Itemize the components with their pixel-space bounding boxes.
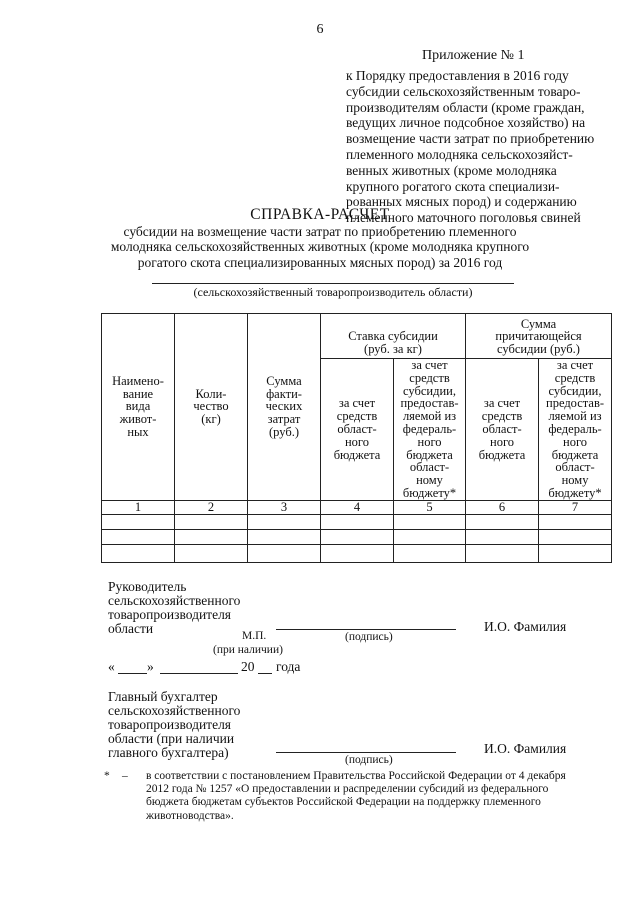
header-quantity: Коли- чество (кг) <box>175 314 248 501</box>
appendix-line: крупного рогатого скота специализи- <box>346 178 560 194</box>
table-row <box>102 514 612 529</box>
header-actual-costs: Сумма факти- ческих затрат (руб.) <box>248 314 321 501</box>
appendix-line: венных животных (кроме молодняка <box>346 162 557 178</box>
date-open-quote: « <box>108 659 115 674</box>
appendix-line: субсидии сельскохозяйственным товаро- <box>346 83 581 99</box>
head-label: Руководитель сельскохозяйственного товаропроизводителя области <box>108 579 241 636</box>
appendix-line: возмещение части затрат по приобретению <box>346 131 595 147</box>
column-number: 4 <box>321 500 394 514</box>
appendix-text <box>346 68 626 226</box>
appendix-line: ведущих личное подсобное хозяйство) на <box>346 115 586 131</box>
column-number: 7 <box>539 500 612 514</box>
page-number: 6 <box>316 22 324 37</box>
calculation-table <box>101 313 612 563</box>
document-subtitle <box>100 224 540 270</box>
stamp-note: (при наличии) <box>213 644 283 656</box>
column-number: 1 <box>102 500 175 514</box>
appendix-line: производителям области (кроме граждан, <box>346 99 585 115</box>
header-subsidy-sum: Сумма причитающейся субсидии (руб.) <box>466 314 612 359</box>
date-year-line <box>258 673 272 674</box>
subtitle-line: молодняка сельскохозяйственных животных (кроме молодняка крупного <box>110 239 530 255</box>
date-year-suffix: года <box>276 659 301 674</box>
header-subsidy-rate: Ставка субсидии (руб. за кг) <box>321 314 466 359</box>
table-header-row <box>102 314 612 359</box>
date-month-line <box>160 673 238 674</box>
header-animal-type: Наимено- вание вида живот- ных <box>102 314 175 501</box>
accountant-name: И.О. Фамилия <box>484 741 567 756</box>
head-name: И.О. Фамилия <box>484 619 567 634</box>
table-row <box>102 544 612 562</box>
producer-caption: (сельскохозяйственный товаропроизводитель области) <box>193 285 473 299</box>
column-number: 6 <box>466 500 539 514</box>
date-day-line <box>118 673 147 674</box>
header-rate-federal: за счет средств субсидии, предостав- ляемой из федераль- ного бюджета област- ному бюджету* <box>394 359 466 501</box>
footnote-dash: – <box>122 770 128 782</box>
producer-fill-line <box>152 283 514 284</box>
document-title: СПРАВКА-РАСЧЕТ <box>250 206 390 223</box>
date-close-quote: » <box>147 659 154 674</box>
stamp-label: М.П. <box>242 630 267 642</box>
column-number: 5 <box>394 500 466 514</box>
header-sum-regional: за счет средств област- ного бюджета <box>466 359 539 501</box>
appendix-line: племенного молодняка сельскохозяйст- <box>346 146 573 162</box>
column-number: 2 <box>175 500 248 514</box>
footnote-mark: * <box>104 770 110 782</box>
head-signature-caption: (подпись) <box>345 631 393 643</box>
column-number: 3 <box>248 500 321 514</box>
date-year-prefix: 20 <box>241 659 255 674</box>
appendix-line: рованных мясных пород) и содержанию <box>346 194 577 210</box>
accountant-signature-line <box>276 752 456 753</box>
appendix-line: к Порядку предоставления в 2016 году <box>346 68 569 83</box>
subtitle-line: субсидии на возмещение части затрат по приобретению племенного <box>123 224 517 239</box>
column-number-row <box>102 500 612 514</box>
accountant-label: Главный бухгалтер сельскохозяйственного товаропроизводителя области (при наличии главного бухгалтера) <box>108 689 241 760</box>
appendix-title: Приложение № 1 <box>422 48 525 63</box>
header-rate-regional: за счет средств област- ного бюджета <box>321 359 394 501</box>
header-sum-federal: за счет средств субсидии, предостав- ляемой из федераль- ного бюджета област- ному бюджету* <box>539 359 612 501</box>
accountant-signature-caption: (подпись) <box>345 754 393 766</box>
subtitle-line: рогатого скота специализированных мясных пород) за 2016 год <box>137 254 503 270</box>
footnote-text: в соответствии с постановлением Правительства Российской Федерации от 4 декабря 2012 года № 1257 «О предоставлении и распределении субсидий из федерального бюджета бюджетам субъектов Российской Федерации на поддержку племенного животноводства». <box>146 770 566 822</box>
appendix-line: племенного маточного поголовья свиней <box>346 210 581 226</box>
head-signature-line <box>276 629 456 630</box>
table-row <box>102 529 612 544</box>
